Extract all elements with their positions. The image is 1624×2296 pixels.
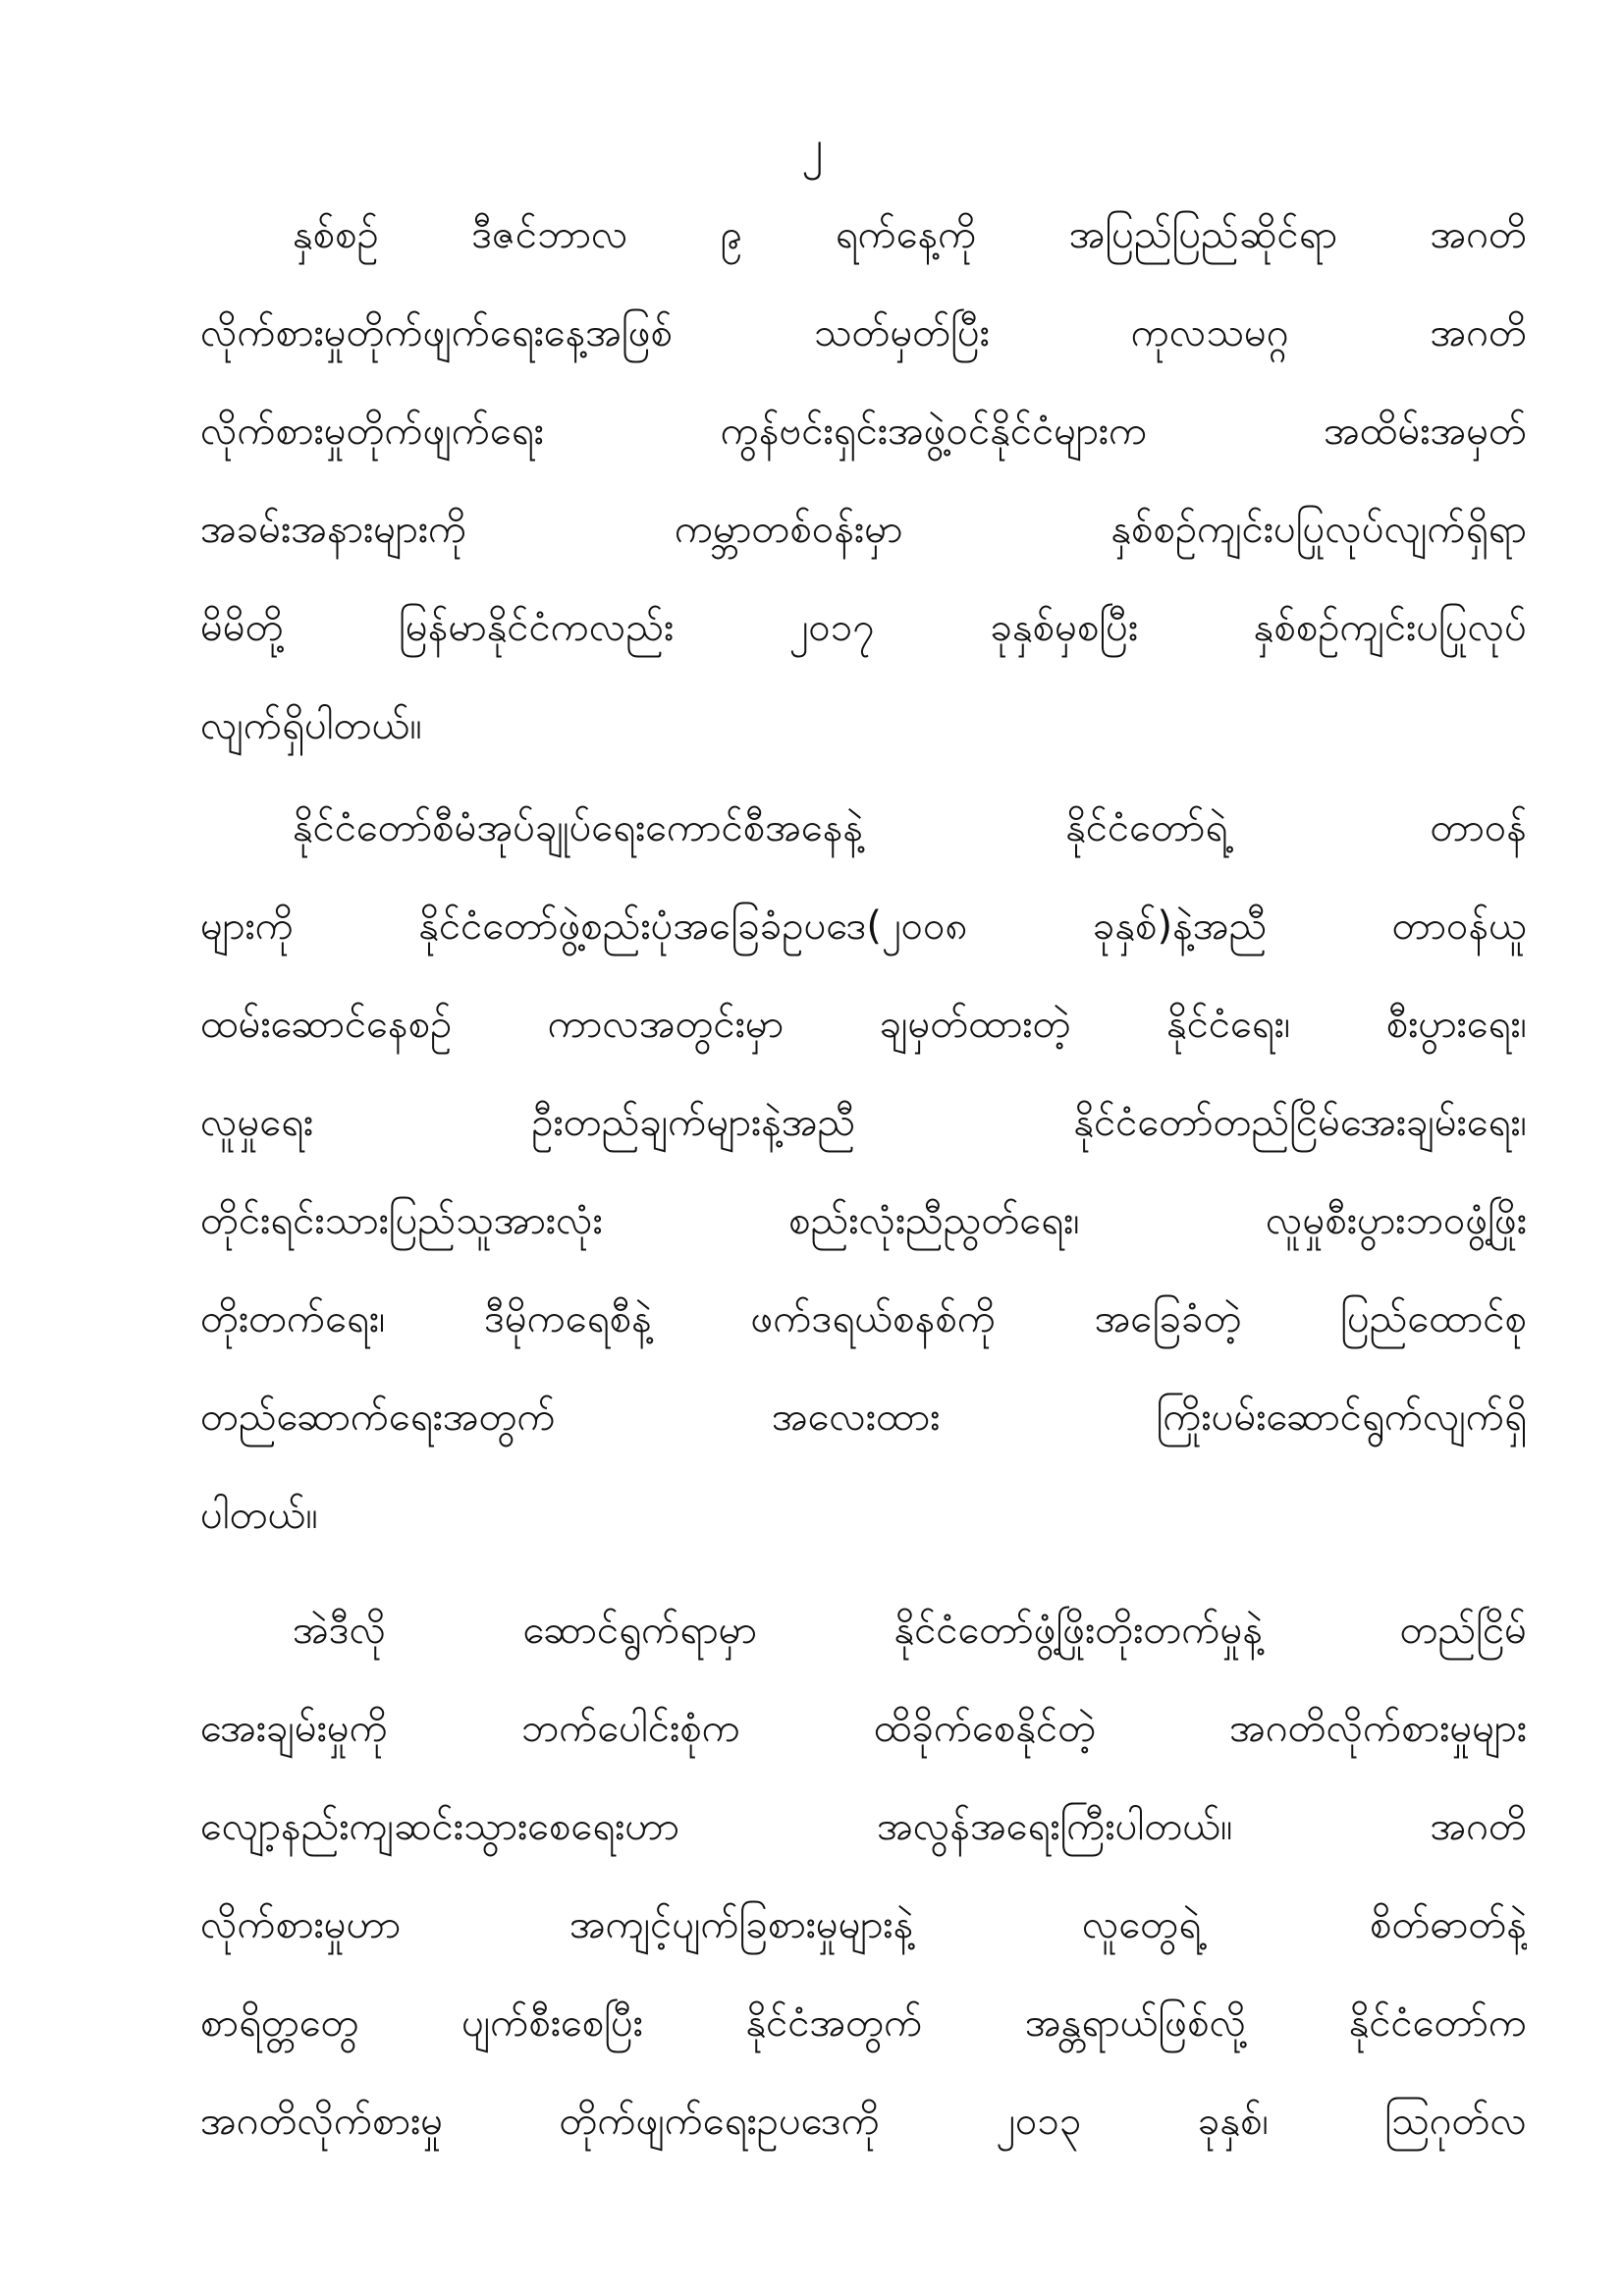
paragraph-2 — [200, 779, 1527, 1564]
text-line: လိုက်စားမှုတိုက်ဖျက်ရေး ကွန်ဗင်းရှင်းအဖွဲ့ဝင်နိုင်ငံများက အထိမ်းအမှတ် — [200, 409, 1527, 454]
text-line: လျက်ရှိပါတယ်။ — [200, 703, 422, 748]
text-line: အခမ်းအနားများကို ကမ္ဘာတစ်ဝန်းမှာ နှစ်စဉ်ကျင်းပပြုလုပ်လျက်ရှိရာ — [200, 507, 1527, 552]
text-line: တိုးတက်ရေး၊ ဒီမိုကရေစီနဲ့ ဖက်ဒရယ်စနစ်ကို အခြေခံတဲ့ ပြည်ထောင်စု — [200, 1296, 1527, 1341]
text-line: လိုက်စားမှုဟာ အကျင့်ပျက်ခြစားမှုများနဲ့ လူတွေရဲ့ စိတ်ဓာတ်နဲ့ — [200, 1902, 1527, 1947]
text-line: ထမ်းဆောင်နေစဉ် ကာလအတွင်းမှာ ချမှတ်ထားတဲ့ နိုင်ငံရေး၊ စီးပွားရေး၊ — [200, 1002, 1527, 1047]
paragraph-1 — [200, 186, 1527, 775]
text-line: လိုက်စားမှုတိုက်ဖျက်ရေးနေ့အဖြစ် သတ်မှတ်ပြီး ကုလသမဂ္ဂ အဂတိ — [200, 310, 1527, 355]
text-line: လူမှုရေး ဦးတည်ချက်များနဲ့အညီ နိုင်ငံတော်တည်ငြိမ်အေးချမ်းရေး၊ — [200, 1100, 1527, 1145]
text-line: အေးချမ်းမှုကို ဘက်ပေါင်းစုံက ထိခိုက်စေနိုင်တဲ့ အဂတိလိုက်စားမှုများ — [200, 1706, 1527, 1751]
page-number: ၂ — [801, 122, 823, 172]
paragraph-3 — [200, 1581, 1527, 2170]
text-line: အဲဒီလို ဆောင်ရွက်ရာမှာ နိုင်ငံတော်ဖွံ့ဖြိုးတိုးတက်မှုနဲ့ တည်ငြိမ် — [293, 1608, 1527, 1653]
text-line: စာရိတ္တတွေ ပျက်စီးစေပြီး နိုင်ငံအတွက် အန္တရာယ်ဖြစ်လို့ နိုင်ငံတော်က — [200, 2000, 1527, 2046]
text-line: ပါတယ်။ — [200, 1493, 318, 1538]
text-line: အဂတိလိုက်စားမှု တိုက်ဖျက်ရေးဥပဒေကို ၂၀၁၃ ခုနှစ်၊ ဩဂုတ်လ — [200, 2099, 1527, 2144]
text-line: နှစ်စဉ် ဒီဇင်ဘာလ ၉ ရက်နေ့ကို အပြည်ပြည်ဆိုင်ရာ အဂတိ — [293, 212, 1527, 257]
text-line: များကို နိုင်ငံတော်ဖွဲ့စည်းပုံအခြေခံဥပဒေ(၂၀၀၈ ခုနှစ်)နဲ့အညီ တာဝန်ယူ — [200, 903, 1527, 949]
text-line: တိုင်းရင်းသားပြည်သူအားလုံး စည်းလုံးညီညွတ်ရေး၊ လူမှုစီးပွားဘဝဖွံ့ဖြိုး — [200, 1198, 1527, 1243]
text-line: မိမိတို့ မြန်မာနိုင်ငံကလည်း ၂၀၁၇ ခုနှစ်မှစပြီး နှစ်စဉ်ကျင်းပပြုလုပ် — [200, 605, 1527, 650]
text-line: နိုင်ငံတော်စီမံအုပ်ချုပ်ရေးကောင်စီအနေနဲ့ နိုင်ငံတော်ရဲ့ တာဝန် — [293, 805, 1527, 850]
text-line: တည်ဆောက်ရေးအတွက် အလေးထား ကြိုးပမ်းဆောင်ရွက်လျက်ရှိ — [200, 1394, 1527, 1440]
text-line: လျော့နည်းကျဆင်းသွားစေရေးဟာ အလွန်အရေးကြီးပါတယ်။ အဂတိ — [200, 1804, 1527, 1849]
